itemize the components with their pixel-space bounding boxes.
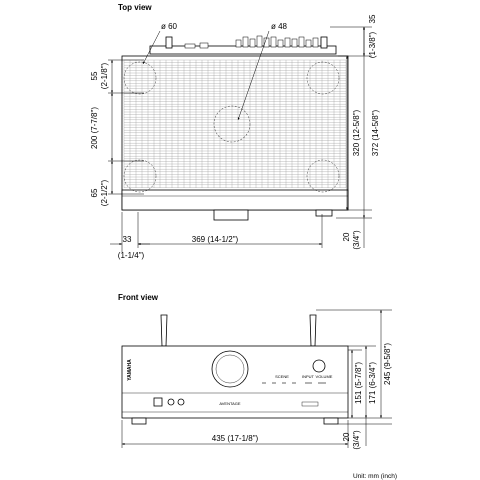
dim-369: 369 (14-1/2") — [191, 235, 239, 244]
model-label: AVENTAGE — [219, 401, 241, 406]
front-view-receiver — [122, 315, 348, 424]
dim-65: 65 — [90, 188, 99, 198]
dim-33: 33 — [122, 235, 132, 244]
front-view-title: Front view — [118, 293, 159, 302]
panel-text-input: INPUT — [302, 374, 314, 379]
volume-knob-top — [214, 210, 248, 220]
antenna-post-left — [166, 37, 172, 48]
antenna-right — [310, 315, 316, 346]
diameter-right-label: ø 48 — [271, 22, 288, 31]
diameter-left-label: ø 60 — [161, 22, 178, 31]
top-front-strip — [122, 190, 348, 210]
volume-knob — [212, 351, 248, 387]
dim-33-inch: (1-1/4") — [117, 251, 145, 260]
dim-20-front: 20 — [342, 432, 351, 442]
dim-35: 35 — [368, 14, 377, 24]
front-jack-2 — [178, 399, 184, 405]
dim-65-inch: (2-1/2") — [100, 179, 109, 207]
input-knob — [313, 360, 325, 372]
dim-435: 435 (17-1/8") — [211, 434, 259, 443]
panel-text-scene: SCENE — [275, 374, 289, 379]
antenna-left — [161, 315, 167, 346]
dim-200: 200 (7-7/8") — [90, 107, 99, 149]
dim-171: 171 (6-3/4") — [368, 362, 377, 404]
foot-left — [132, 418, 146, 424]
top-view-title: Top view — [118, 3, 152, 12]
dim-55: 55 — [90, 71, 99, 81]
foot-right — [324, 418, 338, 424]
dim-245: 245 (9-5/8") — [383, 343, 392, 385]
dim-20-top-inch: (3/4") — [352, 230, 361, 250]
dim-20-top: 20 — [342, 232, 351, 242]
usb-port — [154, 398, 162, 406]
panel-text-volume: VOLUME — [315, 374, 333, 379]
front-jack-1 — [168, 399, 174, 405]
dim-35-inch: (1-3/8") — [368, 31, 377, 59]
brand-label: YAMAHA — [127, 359, 133, 381]
dim-151: 151 (5-7/8") — [354, 362, 363, 404]
dim-55-inch: (2-1/8") — [100, 62, 109, 90]
dim-20-front-inch: (3/4") — [352, 430, 361, 450]
top-view-receiver — [122, 36, 348, 220]
antenna-post-right — [321, 37, 327, 48]
unit-note: Unit: mm (inch) — [352, 473, 397, 480]
dim-372: 372 (14-5/8") — [371, 109, 380, 157]
front-foot-top — [316, 210, 332, 216]
dim-320: 320 (12-5/8") — [352, 109, 361, 157]
